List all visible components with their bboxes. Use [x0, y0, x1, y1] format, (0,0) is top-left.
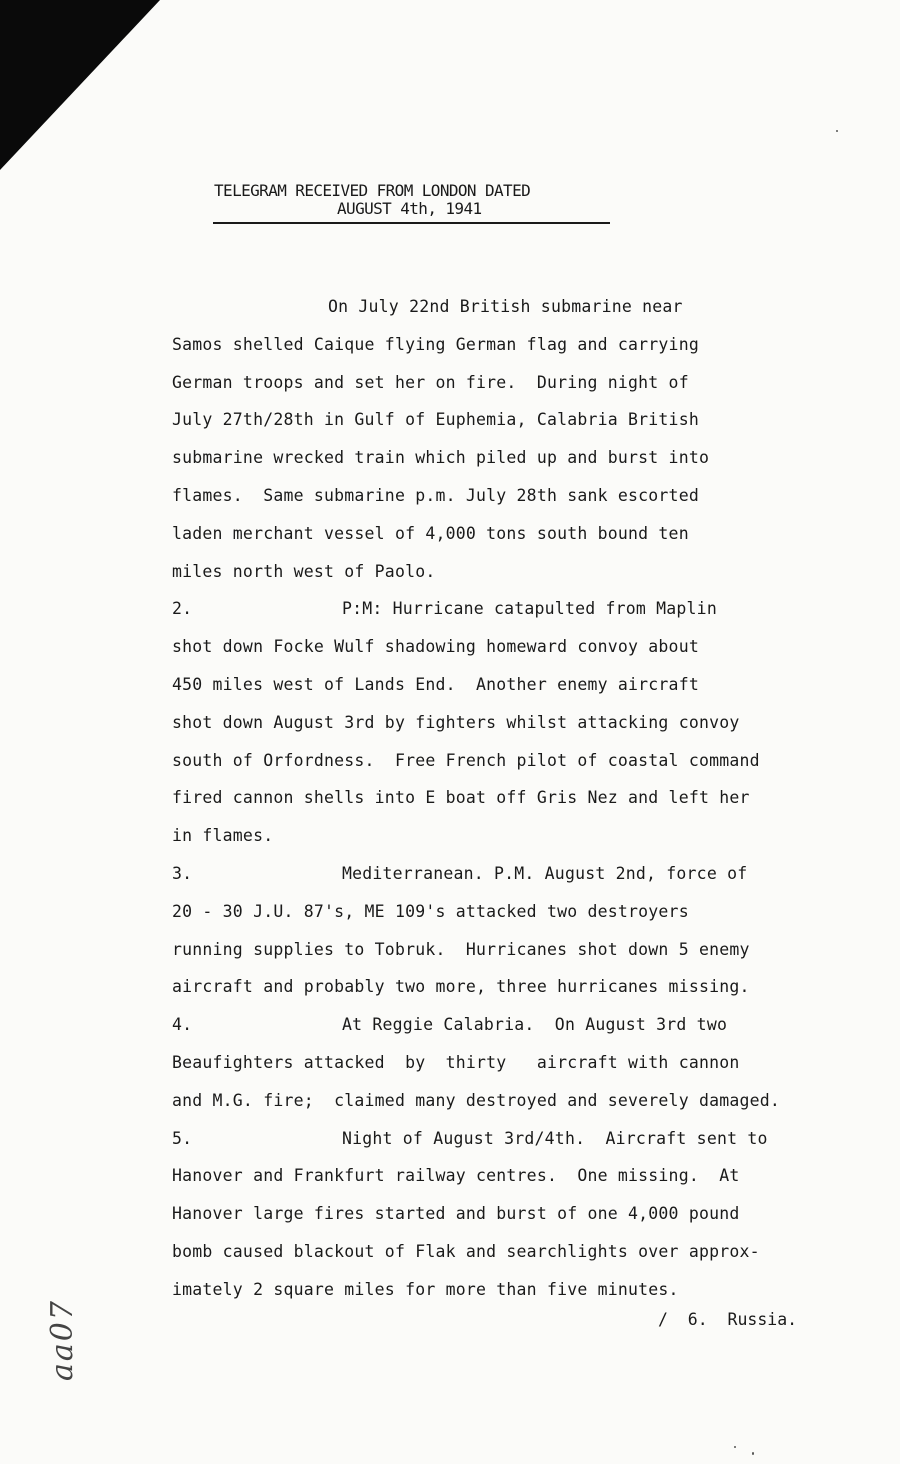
- line-text: Night of August 3rd/4th. Aircraft sent to: [342, 1128, 768, 1148]
- text-line: [172, 1125, 862, 1163]
- text-line: [172, 444, 862, 482]
- line-text: shot down Focke Wulf shadowing homeward convoy about: [172, 637, 699, 657]
- line-text: south of Orfordness. Free French pilot of coastal command: [172, 750, 760, 770]
- continuation-marker: / 6. Russia.: [658, 1310, 798, 1329]
- text-line: [172, 973, 862, 1011]
- text-line: [172, 709, 862, 747]
- line-text: miles north west of Paolo.: [172, 561, 436, 581]
- line-text: fired cannon shells into E boat off Gris Nez and left her: [172, 788, 750, 808]
- line-text: July 27th/28th in Gulf of Euphemia, Calabria British: [172, 410, 699, 430]
- line-text: German troops and set her on fire. During night of: [172, 372, 689, 392]
- heading-line-1: TELEGRAM RECEIVED FROM LONDON DATED: [214, 181, 531, 200]
- line-text: 20 - 30 J.U. 87's, ME 109's attacked two destroyers: [172, 901, 689, 921]
- line-text: P:M: Hurricane catapulted from Maplin: [342, 599, 717, 619]
- scan-speck: [836, 130, 838, 132]
- line-text: Mediterranean. P.M. August 2nd, force of: [342, 863, 748, 883]
- text-line: [172, 331, 862, 369]
- scan-speck: [734, 1446, 736, 1448]
- telegram-body: [172, 293, 862, 1314]
- text-line: [172, 595, 862, 633]
- scan-speck: [752, 1452, 754, 1455]
- text-line: [172, 1087, 862, 1125]
- line-text: 450 miles west of Lands End. Another enemy aircraft: [172, 674, 699, 694]
- line-text: shot down August 3rd by fighters whilst attacking convoy: [172, 712, 740, 732]
- text-line: [172, 860, 862, 898]
- heading-line-2: AUGUST 4th, 1941: [337, 199, 482, 218]
- text-line: [172, 671, 862, 709]
- line-text: At Reggie Calabria. On August 3rd two: [342, 1015, 728, 1035]
- text-line: [172, 558, 862, 596]
- text-line: [172, 1049, 862, 1087]
- text-line: [172, 1238, 862, 1276]
- text-line: [172, 822, 862, 860]
- text-line: [172, 898, 862, 936]
- line-text: Hanover large fires started and burst of one 4,000 pound: [172, 1204, 740, 1224]
- line-text: Beaufighters attacked by thirty aircraft with cannon: [172, 1052, 740, 1072]
- heading-underline: [213, 222, 610, 224]
- line-text: in flames.: [172, 826, 274, 846]
- line-text: On July 22nd British submarine near: [328, 297, 683, 316]
- line-text: Hanover and Frankfurt railway centres. One missing. At: [172, 1166, 740, 1186]
- handwritten-margin-note: aa07: [45, 1299, 80, 1381]
- text-line: [172, 406, 862, 444]
- text-line: [172, 747, 862, 785]
- line-text: bomb caused blackout of Flak and searchlights over approx-: [172, 1241, 760, 1261]
- line-text: and M.G. fire; claimed many destroyed and severely damaged.: [172, 1090, 781, 1110]
- text-line: [172, 1162, 862, 1200]
- text-line: [172, 936, 862, 974]
- line-text: imately 2 square miles for more than five minutes.: [172, 1279, 679, 1299]
- line-text: submarine wrecked train which piled up and burst into: [172, 448, 710, 468]
- text-line: [172, 1200, 862, 1238]
- paragraph-number: 4.: [172, 1015, 193, 1035]
- line-text: Samos shelled Caique flying German flag and carrying: [172, 334, 699, 354]
- paragraph-number: 5.: [172, 1128, 193, 1148]
- line-text: laden merchant vessel of 4,000 tons south bound ten: [172, 523, 689, 543]
- paragraph-number: 3.: [172, 863, 193, 883]
- line-text: flames. Same submarine p.m. July 28th sank escorted: [172, 485, 699, 505]
- text-line: [172, 1011, 862, 1049]
- line-text: running supplies to Tobruk. Hurricanes shot down 5 enemy: [172, 939, 750, 959]
- telegram-heading: [214, 182, 614, 218]
- text-line: [172, 784, 862, 822]
- black-corner-mark: [0, 0, 160, 170]
- text-line: [172, 293, 862, 331]
- line-text: aircraft and probably two more, three hurricanes missing.: [172, 977, 750, 997]
- paragraph-number: 2.: [172, 599, 193, 619]
- text-line: [172, 482, 862, 520]
- text-line: [172, 520, 862, 558]
- text-line: [172, 1276, 862, 1314]
- text-line: [172, 633, 862, 671]
- text-line: [172, 369, 862, 407]
